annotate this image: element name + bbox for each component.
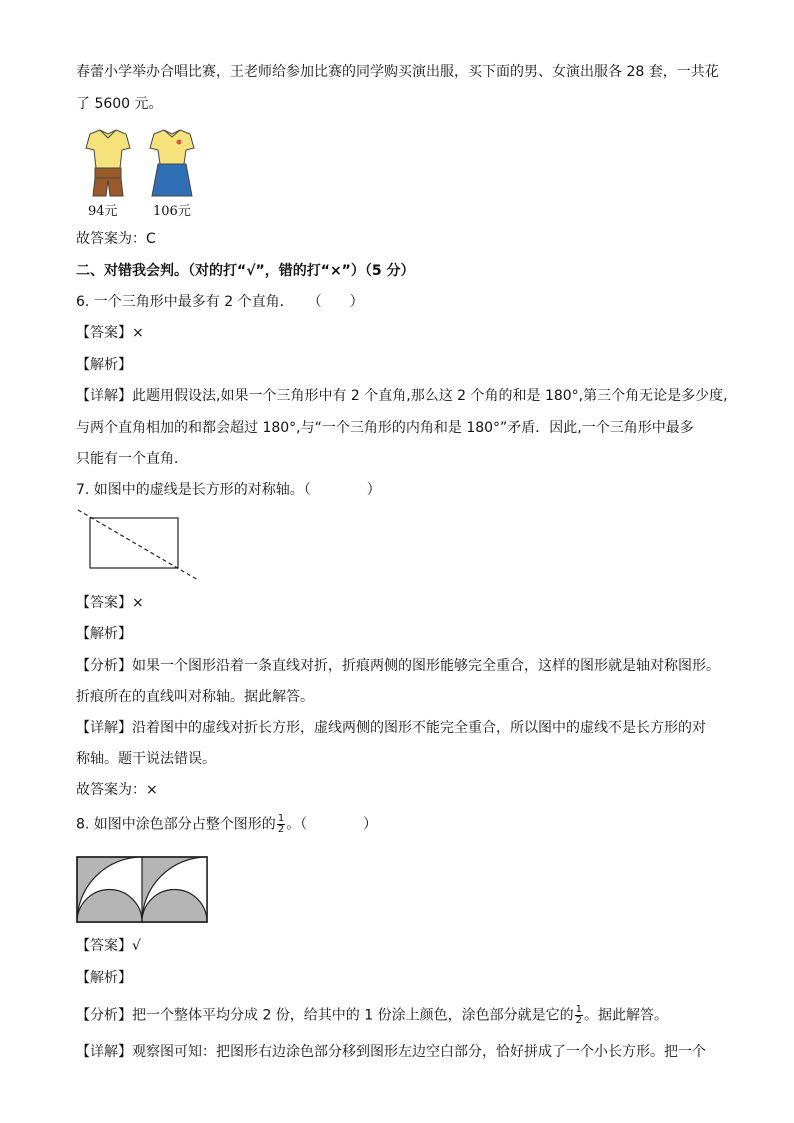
female-price: 106元 [153, 204, 191, 219]
intro-answer: 故答案为：C [76, 231, 156, 247]
q8-answer: 【答案】√ [76, 938, 141, 954]
shaded-semicircle-figure [76, 856, 208, 924]
male-price: 94元 [88, 204, 118, 219]
q8-question-post: 。（ ） [286, 816, 378, 833]
q8-question-pre: 8. 如图中涂色部分占整个图形的 [76, 816, 276, 833]
one-half-fraction-2: $\frac{1}{2}$ [575, 1004, 582, 1026]
male-costume-icon [86, 130, 130, 196]
q7-final: 故答案为：× [76, 782, 158, 798]
female-costume-icon [150, 130, 194, 196]
q7-analysis-label: 【解析】 [76, 626, 132, 642]
q6-detail-1: 【详解】此题用假设法,如果一个三角形中有 2 个直角,那么这 2 个角的和是 180°,第三个角无论是多少度, [76, 388, 728, 404]
q8-analysis-pre: 【分析】把一个整体平均分成 2 份，给其中的 1 份涂上颜色，涂色部分就是它的 [76, 1007, 574, 1024]
q6-question: 6. 一个三角形中最多有 2 个直角． （ ） [76, 294, 364, 310]
q6-analysis-label: 【解析】 [76, 357, 132, 373]
intro-line-2: 了 5600 元。 [76, 96, 163, 112]
q8-analysis-post: 。据此解答。 [584, 1007, 668, 1024]
intro-line-1: 春蕾小学举办合唱比赛，王老师给参加比赛的同学购买演出服，买下面的男、女演出服各 28 套，一共花 [76, 64, 719, 80]
clothing-illustration [78, 128, 198, 202]
q7-analysis-1: 【分析】如果一个图形沿着一条直线对折，折痕两侧的图形能够完全重合，这样的图形就是轴对称图形。 [76, 658, 720, 674]
q6-answer: 【答案】× [76, 325, 144, 341]
section-2-title: 二、对错我会判。（对的打“√”，错的打“×”）（5 分） [76, 263, 415, 279]
q7-analysis-2: 折痕所在的直线叫对称轴。据此解答。 [76, 689, 314, 705]
q6-detail-3: 只能有一个直角． [76, 451, 188, 467]
q7-detail-2: 称轴。题干说法错误。 [76, 751, 216, 767]
q6-detail-2: 与两个直角相加的和都会超过 180°,与“一个三角形的内角和是 180°”矛盾．因此,一个三角形中最多 [76, 420, 694, 436]
q7-detail-1: 【详解】沿着图中的虚线对折长方形，虚线两侧的图形不能完全重合，所以图中的虚线不是长方形的对 [76, 720, 706, 736]
q8-question [76, 814, 377, 835]
q8-analysis-label: 【解析】 [76, 970, 132, 986]
one-half-fraction: $\frac{1}{2}$ [277, 813, 285, 835]
q7-answer: 【答案】× [76, 595, 144, 611]
q8-detail-1: 【详解】观察图可知：把图形右边涂色部分移到图形左边空白部分，恰好拼成了一个小长方形。把一个 [76, 1044, 706, 1060]
dashed-axis-line [78, 510, 198, 580]
rectangle-figure [74, 508, 204, 584]
q7-question: 7. 如图中的虚线是长方形的对称轴。（ ） [76, 482, 381, 498]
q8-analysis [76, 1005, 668, 1026]
